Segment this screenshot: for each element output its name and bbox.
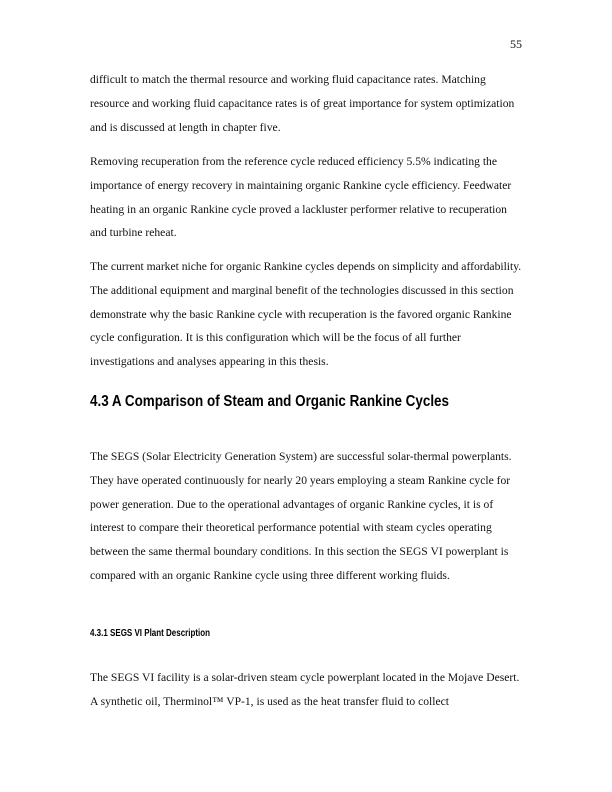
- subsection-heading: 4.3.1 SEGS VI Plant Description: [90, 628, 211, 639]
- paragraph-market-niche: The current market niche for organic Rankine cycles depends on simplicity and affordability. The additional equipment and marginal benefit of the technologies discussed in this section demonstrate why the basic Rankine cycle with recuperation is the favored organic Rankine cycle configuration. It is this configuration which will be the focus of all further investigations and analyses appearing in this thesis.: [90, 260, 522, 369]
- paragraph-segs-intro: The SEGS (Solar Electricity Generation System) are successful solar-thermal powerplants. They have operated continuously for nearly 20 years employing a steam Rankine cycle for power generation. Due to the operational advantages of organic Rankine cycles, it is of interest to compare their theoretical performance potential with steam cycles operating between the same thermal boundary conditions. In this section the SEGS VI powerplant is compared with an organic Rankine cycle using three different working fluids.: [90, 450, 512, 582]
- page-number: 55: [510, 37, 522, 51]
- paragraph-thermal-resource: difficult to match the thermal resource and working fluid capacitance rates. Matching resource and working fluid capacitance rates is of great importance for system optimization and is discussed at length in chapter five.: [90, 73, 515, 134]
- paragraph-recuperation: Removing recuperation from the reference cycle reduced efficiency 5.5% indicating the importance of energy recovery in maintaining organic Rankine cycle efficiency. Feedwater heating in an organic Rankine cycle proved a lackluster performer relative to recuperation and turbine reheat.: [90, 155, 512, 240]
- paragraph-segs-description: The SEGS VI facility is a solar-driven steam cycle powerplant located in the Mojave Desert. A synthetic oil, Therminol™ VP-1, is used as the heat transfer fluid to collect: [90, 671, 520, 708]
- section-heading: 4.3 A Comparison of Steam and Organic Rankine Cycles: [90, 393, 450, 410]
